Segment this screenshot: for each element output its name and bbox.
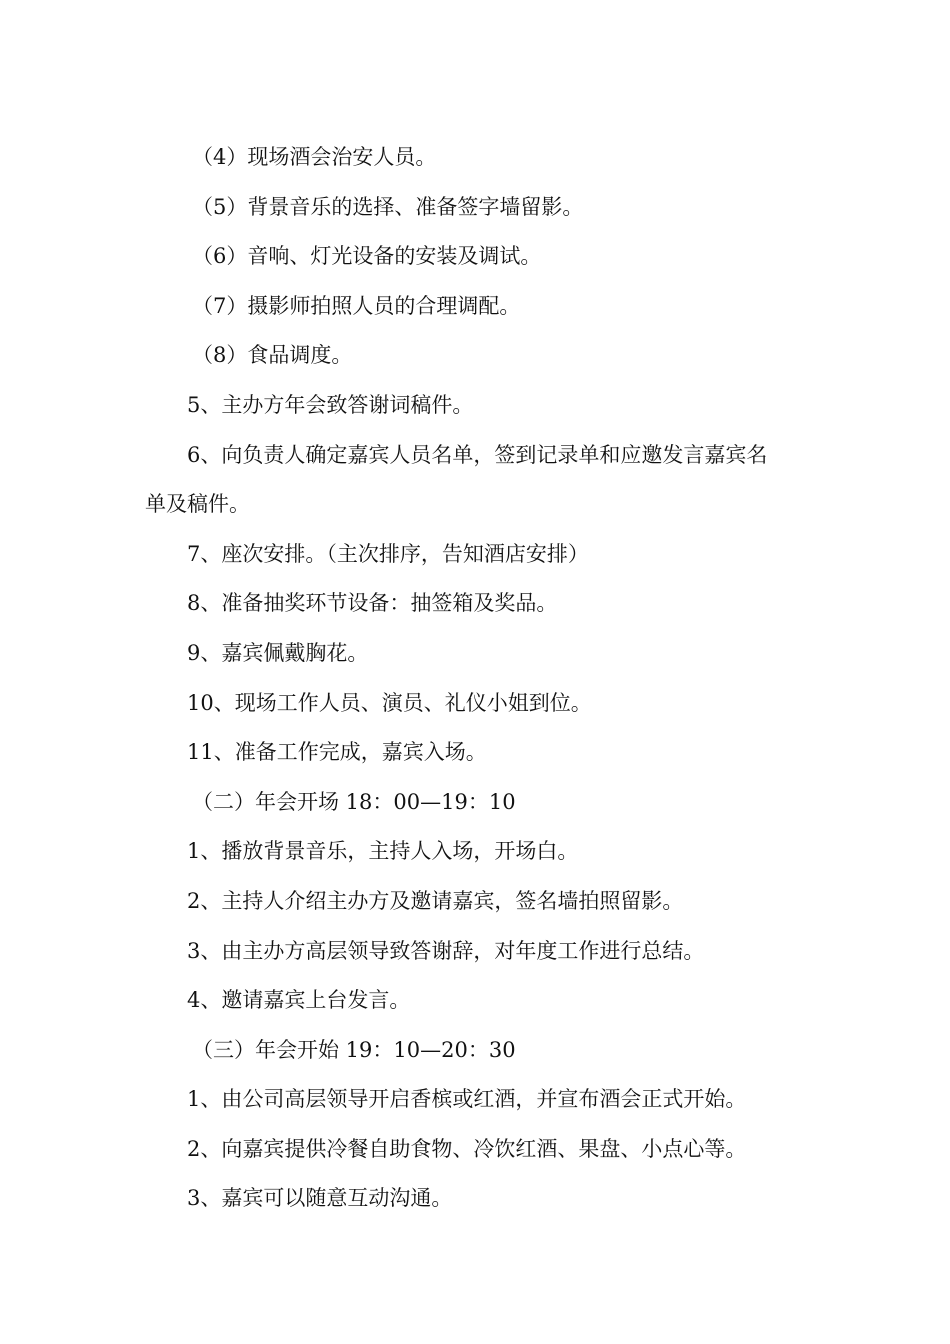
paragraph-continuation: 单及稿件。 (145, 492, 250, 517)
paragraph: （4）现场酒会治安人员。 (192, 145, 437, 169)
paragraph: 5、主办方年会致答谢词稿件。 (187, 392, 474, 417)
paragraph: （6）音响、灯光设备的安装及调试。 (192, 244, 542, 269)
paragraph: 1、由公司高层领导开启香槟或红酒，并宣布酒会正式开始。 (187, 1087, 747, 1112)
paragraph: （8）食品调度。 (192, 343, 353, 368)
paragraph: 9、嘉宾佩戴胸花。 (187, 640, 369, 665)
paragraph: 8、准备抽奖环节设备：抽签箱及奖品。 (187, 591, 558, 616)
paragraph: 2、主持人介绍主办方及邀请嘉宾，签名墙拍照留影。 (187, 888, 684, 913)
paragraph: 3、嘉宾可以随意互动沟通。 (187, 1186, 453, 1211)
paragraph: 7、座次安排。（主次排序，告知酒店安排） (187, 541, 589, 566)
paragraph: 10、现场工作人员、演员、礼仪小姐到位。 (187, 690, 592, 715)
document-body (145, 133, 810, 1224)
paragraph: 11、准备工作完成，嘉宾入场。 (187, 740, 487, 765)
paragraph: （7）摄影师拍照人员的合理调配。 (192, 293, 521, 318)
paragraph: 1、播放背景音乐，主持人入场，开场白。 (187, 839, 579, 864)
paragraph: 2、向嘉宾提供冷餐自助食物、冷饮红酒、果盘、小点心等。 (187, 1136, 747, 1161)
section-heading: （二）年会开场 18：00—19：10 (192, 789, 516, 814)
section-heading: （三）年会开始 19：10—20：30 (192, 1037, 516, 1062)
paragraph: 6、向负责人确定嘉宾人员名单，签到记录单和应邀发言嘉宾名 (187, 442, 768, 467)
paragraph: 3、由主办方高层领导致答谢辞，对年度工作进行总结。 (187, 938, 705, 963)
paragraph: 4、邀请嘉宾上台发言。 (187, 988, 411, 1013)
paragraph: （5）背景音乐的选择、准备签字墙留影。 (192, 194, 584, 219)
